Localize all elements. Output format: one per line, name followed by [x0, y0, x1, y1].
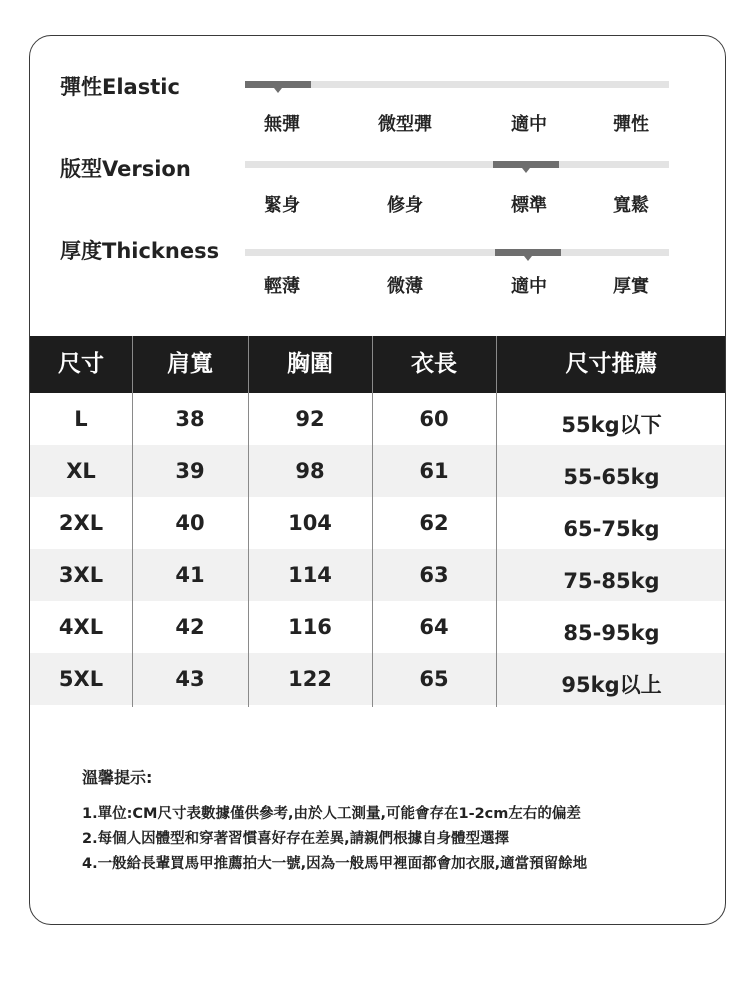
version-option-3: 標準 — [511, 195, 547, 216]
thickness-title: 厚度Thickness — [60, 239, 220, 263]
cell-recommend: 75-85kg — [563, 569, 660, 593]
header-divider — [248, 336, 249, 393]
thickness-option-1: 輕薄 — [264, 276, 300, 297]
version-option-2: 修身 — [387, 195, 423, 216]
cell-length: 65 — [419, 667, 449, 691]
header-divider — [372, 336, 373, 393]
column-divider — [132, 393, 133, 707]
elastic-option-4: 彈性 — [613, 114, 649, 135]
cell-length: 60 — [419, 407, 449, 431]
cell-length: 62 — [419, 511, 449, 535]
size-chart-card — [29, 35, 726, 925]
header-size: 尺寸 — [58, 351, 104, 377]
column-divider — [248, 393, 249, 707]
thickness-indicator — [495, 249, 561, 256]
cell-size: 2XL — [58, 511, 104, 535]
size-table-header — [30, 336, 726, 393]
cell-chest: 116 — [288, 615, 332, 639]
note-line-1: 1.單位:CM尺寸表數據僅供參考,由於人工測量,可能會存在1-2cm左右的偏差 — [82, 806, 581, 822]
thickness-option-3: 適中 — [511, 276, 547, 297]
cell-length: 63 — [419, 563, 449, 587]
column-divider — [372, 393, 373, 707]
cell-size: XL — [66, 459, 96, 483]
cell-length: 61 — [419, 459, 449, 483]
cell-length: 64 — [419, 615, 449, 639]
table-row — [30, 497, 726, 549]
elastic-title: 彈性Elastic — [60, 75, 180, 99]
cell-chest: 114 — [288, 563, 332, 587]
header-recommend: 尺寸推薦 — [565, 351, 658, 377]
header-length: 衣長 — [411, 351, 457, 377]
cell-shoulder: 38 — [175, 407, 205, 431]
cell-shoulder: 39 — [175, 459, 205, 483]
cell-chest: 92 — [295, 407, 325, 431]
header-divider — [132, 336, 133, 393]
cell-recommend: 95kg以上 — [561, 673, 662, 697]
elastic-option-3: 適中 — [511, 114, 547, 135]
elastic-option-2: 微型彈 — [378, 114, 432, 135]
notes-title: 溫馨提示: — [82, 768, 153, 787]
version-track — [245, 161, 669, 168]
header-chest: 胸圍 — [287, 351, 333, 377]
table-row — [30, 393, 726, 445]
note-line-2: 2.每個人因體型和穿著習慣喜好存在差異,請親們根據自身體型選擇 — [82, 831, 510, 847]
elastic-indicator-arrow — [274, 88, 282, 93]
version-option-4: 寬鬆 — [613, 195, 649, 216]
version-title: 版型Version — [60, 157, 191, 181]
table-row — [30, 549, 726, 601]
cell-size: 4XL — [58, 615, 104, 639]
cell-size: 5XL — [58, 667, 104, 691]
cell-size: 3XL — [58, 563, 104, 587]
cell-recommend: 65-75kg — [563, 517, 660, 541]
cell-chest: 122 — [288, 667, 332, 691]
version-indicator — [493, 161, 559, 168]
table-row — [30, 653, 726, 705]
header-divider — [496, 336, 497, 393]
cell-recommend: 55-65kg — [563, 465, 660, 489]
cell-chest: 104 — [288, 511, 332, 535]
elastic-indicator — [245, 81, 311, 88]
cell-recommend: 55kg以下 — [561, 413, 662, 437]
table-row — [30, 445, 726, 497]
thickness-track — [245, 249, 669, 256]
note-line-3: 4.一般給長輩買馬甲推薦拍大一號,因為一般馬甲裡面都會加衣服,適當預留餘地 — [82, 856, 588, 872]
cell-shoulder: 40 — [175, 511, 205, 535]
version-indicator-arrow — [522, 168, 530, 173]
thickness-indicator-arrow — [524, 256, 532, 261]
version-option-1: 緊身 — [264, 195, 300, 216]
header-shoulder: 肩寬 — [167, 351, 213, 377]
thickness-option-4: 厚實 — [613, 276, 649, 297]
elastic-option-1: 無彈 — [264, 114, 300, 135]
cell-size: L — [74, 407, 88, 431]
cell-shoulder: 42 — [175, 615, 205, 639]
table-row — [30, 601, 726, 653]
cell-recommend: 85-95kg — [563, 621, 660, 645]
cell-chest: 98 — [295, 459, 325, 483]
cell-shoulder: 43 — [175, 667, 205, 691]
elastic-track — [245, 81, 669, 88]
cell-shoulder: 41 — [175, 563, 205, 587]
thickness-option-2: 微薄 — [387, 276, 423, 297]
column-divider — [496, 393, 497, 707]
